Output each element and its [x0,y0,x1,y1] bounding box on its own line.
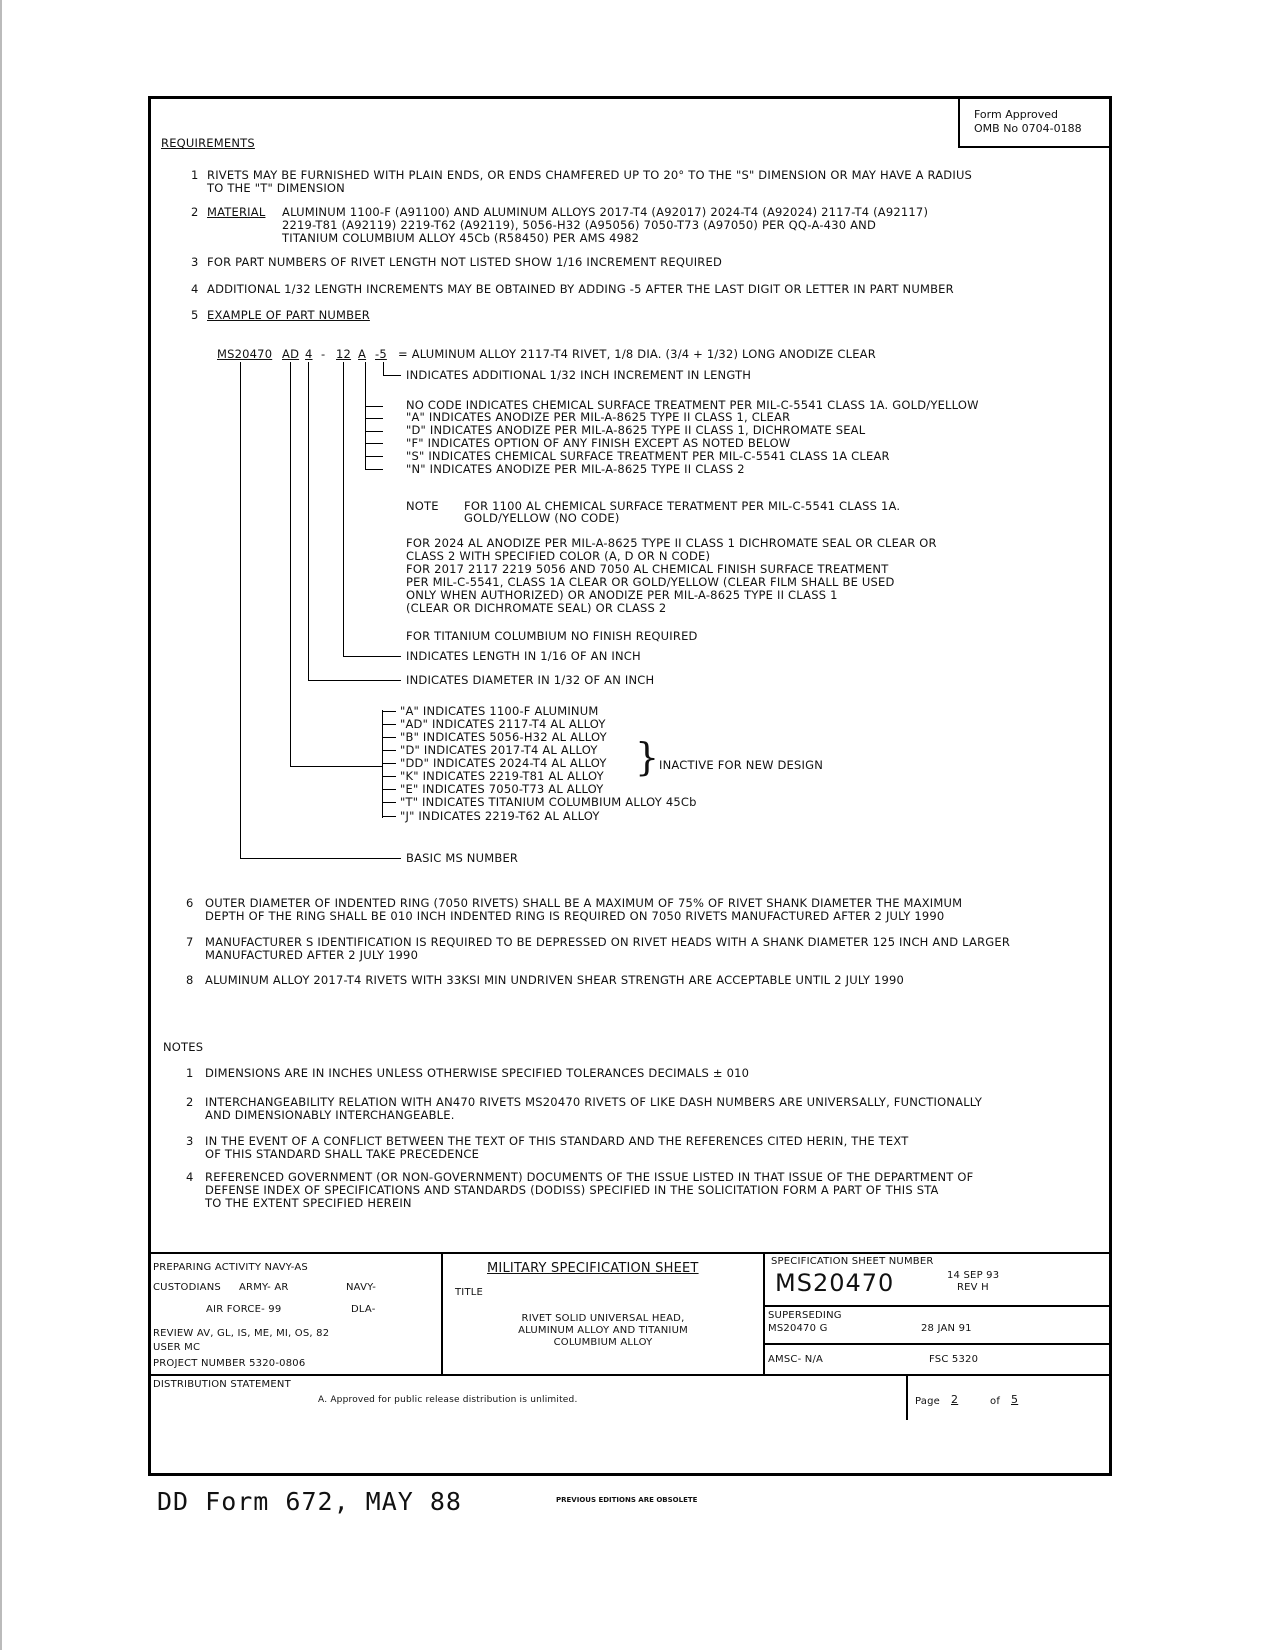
dd-form-label: DD Form 672, MAY 88 [157,1487,462,1516]
superseding-label: SUPERSEDING [768,1310,842,1321]
finish-item: "N" INDICATES ANODIZE PER MIL-A-8625 TYPE II CLASS 2 [406,462,745,476]
amsc-code: AMSC- N/A [768,1354,824,1365]
requirements-heading: REQUIREMENTS [161,136,255,150]
notes-heading: NOTES [163,1040,204,1054]
custodian-army: ARMY- AR [239,1282,289,1293]
leader-material [290,362,291,766]
length-text: INDICATES LENGTH IN 1/16 OF AN INCH [406,649,641,663]
material-item: "B" INDICATES 5056-H32 AL ALLOY [400,730,607,744]
pn-finish: A [358,347,367,361]
form-approved-label: Form Approved [974,108,1058,121]
basic-text: BASIC MS NUMBER [406,851,519,865]
req4-text: ADDITIONAL 1/32 LENGTH INCREMENTS MAY BE OBTAINED BY ADDING -5 AFTER THE LAST DIGIT OR LETTER IN PART NUMBER [207,282,954,296]
material-item: "T" INDICATES TITANIUM COLUMBIUM ALLOY 45Cb [400,795,697,809]
req6-number: 6 [186,896,194,910]
note-line2: GOLD/YELLOW (NO CODE) [464,511,620,525]
titleblock-top-rule [151,1252,1109,1254]
req7-line2: MANUFACTURED AFTER 2 JULY 1990 [205,948,419,962]
req2-line3: TITANIUM COLUMBIUM ALLOY 45Cb (R58450) PER AMS 4982 [282,231,640,245]
title-line: COLUMBIUM ALLOY [553,1337,653,1348]
note-label: NOTE [406,499,439,513]
material-item: "J" INDICATES 2219-T62 AL ALLOY [400,809,600,823]
pn-diameter: 4 [305,347,313,361]
note-block-line: ONLY WHEN AUTHORIZED) OR ANODIZE PER MIL-A-8625 TYPE II CLASS 1 [406,588,838,602]
finish-item: "D" INDICATES ANODIZE PER MIL-A-8625 TYPE II CLASS 1, DICHROMATE SEAL [406,423,866,437]
material-item: "E" INDICATES 7050-T73 AL ALLOY [400,782,604,796]
note2-line1: INTERCHANGEABILITY RELATION WITH AN470 RIVETS MS20470 RIVETS OF LIKE DASH NUMBERS ARE UNIVERSALLY, FUNCTIONALLY [205,1095,983,1109]
req6-line1: OUTER DIAMETER OF INDENTED RING (7050 RIVETS) SHALL BE A MAXIMUM OF 75% OF RIVET SHANK DIAMETER THE MAXIMUM [205,896,963,910]
spec-sheet-number: MS20470 [775,1269,895,1297]
distribution-label: DISTRIBUTION STATEMENT [153,1379,291,1390]
note4-number: 4 [186,1170,194,1184]
finish-item: "F" INDICATES OPTION OF ANY FINISH EXCEPT AS NOTED BELOW [406,436,791,450]
req1-number: 1 [191,168,199,182]
req2-line2: 2219-T81 (A92119) 2219-T62 (A92119), 5056-H32 (A95056) 7050-T73 (A97050) PER QQ-A-430 AND [282,218,877,232]
note3-number: 3 [186,1134,194,1148]
req5-number: 5 [191,308,199,322]
pn-ad: AD [282,347,300,361]
superseding-number: MS20470 G [768,1323,828,1334]
custodians-label: CUSTODIANS [153,1282,221,1293]
req7-line1: MANUFACTURER S IDENTIFICATION IS REQUIRED TO BE DEPRESSED ON RIVET HEADS WITH A SHANK DIAMETER 125 INCH AND LARGER [205,935,1011,949]
title-line: RIVET SOLID UNIVERSAL HEAD, [521,1313,685,1324]
form-frame [148,96,1112,1476]
custodian-dla: DLA- [351,1304,376,1315]
pn-length: 12 [336,347,352,361]
project-number: PROJECT NUMBER 5320-0806 [153,1358,306,1369]
spec-date: 14 SEP 93 [947,1270,1000,1281]
increment-text: INDICATES ADDITIONAL 1/32 INCH INCREMENT IN LENGTH [406,368,752,382]
note-block-line: (CLEAR OR DICHROMATE SEAL) OR CLASS 2 [406,601,667,615]
note2-line2: AND DIMENSIONABLY INTERCHANGEABLE. [205,1108,455,1122]
req2-label: MATERIAL [207,205,266,219]
inactive-text: INACTIVE FOR NEW DESIGN [659,758,824,772]
distribution-statement: A. Approved for public release distribution is unlimited. [318,1395,578,1405]
finish-item: NO CODE INDICATES CHEMICAL SURFACE TREATMENT PER MIL-C-5541 CLASS 1A. GOLD/YELLOW [406,398,979,412]
req8-number: 8 [186,973,194,987]
pn-description: = ALUMINUM ALLOY 2117-T4 RIVET, 1/8 DIA. (3/4 + 1/32) LONG ANODIZE CLEAR [398,347,876,361]
req2-line1: ALUMINUM 1100-F (A91100) AND ALUMINUM ALLOYS 2017-T4 (A92017) 2024-T4 (A92024) 2117-T4 (A92117) [282,205,929,219]
spec-revision: REV H [957,1282,989,1293]
pn-dash: - [321,347,326,361]
title-label: TITLE [455,1287,484,1298]
finish-item: "S" INDICATES CHEMICAL SURFACE TREATMENT PER MIL-C-5541 CLASS 1A CLEAR [406,449,890,463]
note-line1: FOR 1100 AL CHEMICAL SURFACE TERATMENT PER MIL-C-5541 CLASS 1A. [464,499,901,513]
note2-number: 2 [186,1095,194,1109]
leader-finish [365,362,366,470]
note4-line1: REFERENCED GOVERNMENT (OR NON-GOVERNMENT) DOCUMENTS OF THE ISSUE LISTED IN THAT ISSUE OF THE DEPARTMENT OF [205,1170,974,1184]
preparing-activity: PREPARING ACTIVITY NAVY-AS [153,1262,308,1273]
material-item: "DD" INDICATES 2024-T4 AL ALLOY [400,756,607,770]
note-block-line: FOR 2024 AL ANODIZE PER MIL-A-8625 TYPE II CLASS 1 DICHROMATE SEAL OR CLEAR OR [406,536,937,550]
leader-basic [240,362,241,858]
note-block-line: FOR 2017 2117 2219 5056 AND 7050 AL CHEMICAL FINISH SURFACE TREATMENT [406,562,889,576]
mss-heading: MILITARY SPECIFICATION SHEET [487,1261,699,1276]
page-total: 5 [1011,1393,1019,1406]
note3-line2: OF THIS STANDARD SHALL TAKE PRECEDENCE [205,1147,480,1161]
leader-increment [383,362,384,376]
note1-text: DIMENSIONS ARE IN INCHES UNLESS OTHERWISE SPECIFIED TOLERANCES DECIMALS ± 010 [205,1066,750,1080]
titanium-note: FOR TITANIUM COLUMBIUM NO FINISH REQUIRED [406,629,698,643]
page-label: Page [915,1396,941,1407]
material-item: "K" INDICATES 2219-T81 AL ALLOY [400,769,604,783]
page-edge [0,0,2,1650]
pn-increment: -5 [375,347,387,361]
pn-ms: MS20470 [217,347,273,361]
req1-line1: RIVETS MAY BE FURNISHED WITH PLAIN ENDS, OR ENDS CHAMFERED UP TO 20° TO THE "S" DIMENSION OR MAY HAVE A RADIUS [207,168,973,182]
note4-line3: TO THE EXTENT SPECIFIED HEREIN [205,1196,412,1210]
of-label: of [990,1396,1001,1407]
note-block-line: CLASS 2 WITH SPECIFIED COLOR (A, D OR N CODE) [406,549,711,563]
material-item: "D" INDICATES 2017-T4 AL ALLOY [400,743,598,757]
superseding-date: 28 JAN 91 [921,1323,972,1334]
material-item: "AD" INDICATES 2117-T4 AL ALLOY [400,717,606,731]
spec-sheet-label: SPECIFICATION SHEET NUMBER [771,1256,934,1267]
req6-line2: DEPTH OF THE RING SHALL BE 010 INCH INDENTED RING IS REQUIRED ON 7050 RIVETS MANUFACTURED AFTER 2 JULY 1990 [205,909,945,923]
req1-line2: TO THE "T" DIMENSION [207,181,345,195]
note1-number: 1 [186,1066,194,1080]
req4-number: 4 [191,282,199,296]
req5-label: EXAMPLE OF PART NUMBER [207,308,370,322]
obsolete-notice: PREVIOUS EDITIONS ARE OBSOLETE [556,1496,698,1504]
page-number: 2 [951,1393,959,1406]
form-approved-box [958,98,1110,148]
leader-length [343,362,344,656]
note3-line1: IN THE EVENT OF A CONFLICT BETWEEN THE TEXT OF THIS STANDARD AND THE REFERENCES CITED HERIN, THE TEXT [205,1134,909,1148]
req7-number: 7 [186,935,194,949]
leader-diameter [308,362,309,680]
req3-number: 3 [191,255,199,269]
req3-text: FOR PART NUMBERS OF RIVET LENGTH NOT LISTED SHOW 1/16 INCREMENT REQUIRED [207,255,722,269]
note-block-line: PER MIL-C-5541, CLASS 1A CLEAR OR GOLD/YELLOW (CLEAR FILM SHALL BE USED [406,575,895,589]
req2-number: 2 [191,205,199,219]
diameter-text: INDICATES DIAMETER IN 1/32 OF AN INCH [406,673,655,687]
req8-text: ALUMINUM ALLOY 2017-T4 RIVETS WITH 33KSI MIN UNDRIVEN SHEAR STRENGTH ARE ACCEPTABLE UNTIL 2 JULY 1990 [205,973,905,987]
custodian-airforce: AIR FORCE- 99 [206,1304,282,1315]
review-activities: REVIEW AV, GL, IS, ME, MI, OS, 82 [153,1328,330,1339]
finish-item: "A" INDICATES ANODIZE PER MIL-A-8625 TYPE II CLASS 1, CLEAR [406,410,791,424]
inactive-brace: } [635,735,660,779]
title-line: ALUMINUM ALLOY AND TITANIUM [518,1325,688,1336]
user-activities: USER MC [153,1342,201,1353]
fsc-code: FSC 5320 [929,1354,979,1365]
note4-line2: DEFENSE INDEX OF SPECIFICATIONS AND STANDARDS (DODISS) SPECIFIED IN THE SOLICITATION FORM A PART OF THIS STA [205,1183,939,1197]
material-item: "A" INDICATES 1100-F ALUMINUM [400,704,599,718]
omb-number: OMB No 0704-0188 [974,122,1082,135]
custodian-navy: NAVY- [346,1282,377,1293]
